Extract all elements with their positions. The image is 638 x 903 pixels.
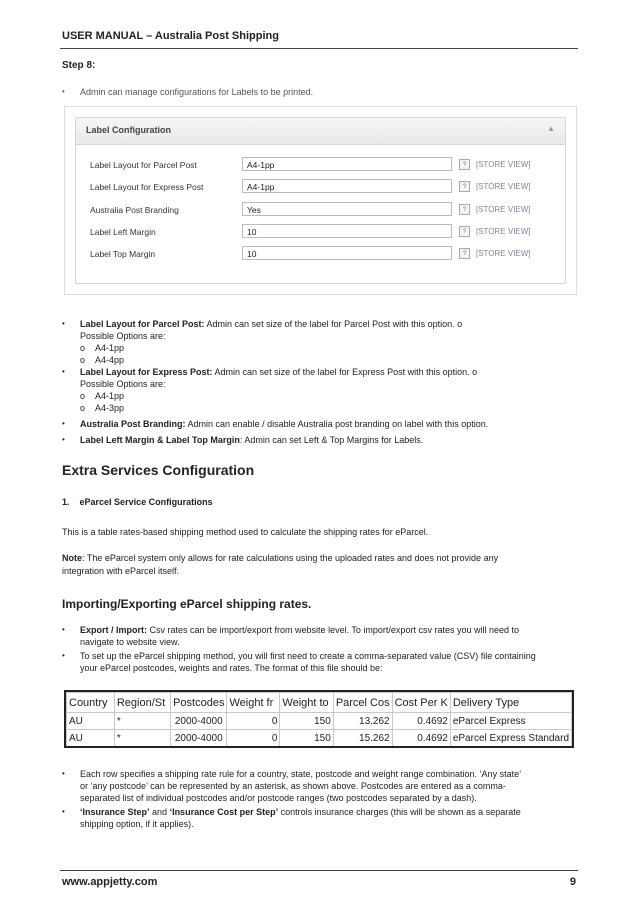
scope-label: [STORE VIEW] [476,205,531,214]
column-header[interactable]: Weight to [280,693,333,713]
table-cell[interactable]: AU [67,730,115,747]
table-row [67,730,572,747]
panel-header[interactable] [76,118,565,145]
bullet-icon: • [62,87,65,96]
top-margin-input[interactable]: 10 [242,246,452,260]
column-header[interactable]: Postcodes [171,693,227,713]
import-export-heading: Importing/Exporting eParcel shipping rates. [62,597,312,611]
column-header[interactable]: Region/St [114,693,170,713]
field-label: Australia Post Branding [90,205,179,215]
bullet-icon: • [62,651,65,660]
label-configuration-panel [75,117,566,284]
table-cell[interactable]: 0.4692 [392,713,450,730]
bullet-icon: • [62,367,65,376]
table-cell[interactable]: 0 [227,730,280,747]
config-row-top-margin [76,246,565,262]
config-row-left-margin [76,224,565,240]
help-icon[interactable]: ? [459,181,470,192]
bullet-icon: • [62,807,65,816]
scope-label: [STORE VIEW] [476,182,531,191]
table-cell[interactable]: * [114,713,170,730]
table-cell[interactable]: 15.262 [333,730,392,747]
table-cell[interactable]: 0 [227,713,280,730]
header-rule [60,48,578,49]
page-number: 9 [569,876,576,888]
field-label: Label Left Margin [90,227,156,237]
scope-label: [STORE VIEW] [476,249,531,258]
config-row-parcel-layout [76,157,565,173]
label-configuration-screenshot [64,106,577,295]
table-cell[interactable]: AU [67,713,115,730]
parcel-layout-input[interactable]: A4-1pp [242,157,452,171]
help-icon[interactable]: ? [459,204,470,215]
table-cell[interactable]: 0.4692 [392,730,450,747]
extra-services-heading: Extra Services Configuration [62,462,255,478]
panel-title: Label Configuration [86,125,171,135]
table-cell[interactable]: eParcel Express [450,713,571,730]
table-cell[interactable]: 150 [280,713,333,730]
express-layout-input[interactable]: A4-1pp [242,179,452,193]
table-cell[interactable]: eParcel Express Standard [450,730,571,747]
help-icon[interactable]: ? [459,226,470,237]
column-header[interactable]: Cost Per K [392,693,450,713]
config-row-express-layout [76,179,565,195]
field-label: Label Layout for Express Post [90,182,204,192]
table-cell[interactable]: 2000-4000 [171,730,227,747]
eparcel-note: Note: The eParcel system only allows for rate calculations using the uploaded rates and does not provide any integration with eParcel itself. [62,553,499,576]
page-header: USER MANUAL – Australia Post Shipping [62,30,279,42]
csv-spreadsheet-screenshot [64,690,574,748]
column-header[interactable]: Parcel Cos [333,693,392,713]
left-margin-input[interactable]: 10 [242,224,452,238]
column-header[interactable]: Weight fr [227,693,280,713]
help-icon[interactable]: ? [459,248,470,259]
field-label: Label Layout for Parcel Post [90,160,197,170]
table-header-row [67,693,572,713]
bullet-icon: • [62,625,65,634]
bullet-icon: • [62,419,65,428]
config-row-branding [76,202,565,218]
field-label: Label Top Margin [90,249,156,259]
collapse-arrow-icon[interactable]: ▲ [547,124,555,133]
scope-label: [STORE VIEW] [476,227,531,236]
column-header[interactable]: Country [67,693,115,713]
scope-label: [STORE VIEW] [476,160,531,169]
bullet-icon: • [62,435,65,444]
table-row [67,713,572,730]
footer-website[interactable]: www.appjetty.com [62,876,158,888]
bullet-icon: • [62,319,65,328]
table-cell[interactable]: * [114,730,170,747]
help-icon[interactable]: ? [459,159,470,170]
table-cell[interactable]: 150 [280,730,333,747]
bullet-icon: • [62,769,65,778]
eparcel-intro: This is a table rates-based shipping method used to calculate the shipping rates for eParcel. [62,527,429,537]
csv-table [66,692,572,747]
footer-rule [60,870,578,871]
branding-select[interactable]: Yes [242,202,452,216]
eparcel-subheading: 1. eParcel Service Configurations [62,497,213,507]
step-label: Step 8: [62,60,96,71]
column-header[interactable]: Delivery Type [450,693,571,713]
table-cell[interactable]: 2000-4000 [171,713,227,730]
table-cell[interactable]: 13.262 [333,713,392,730]
